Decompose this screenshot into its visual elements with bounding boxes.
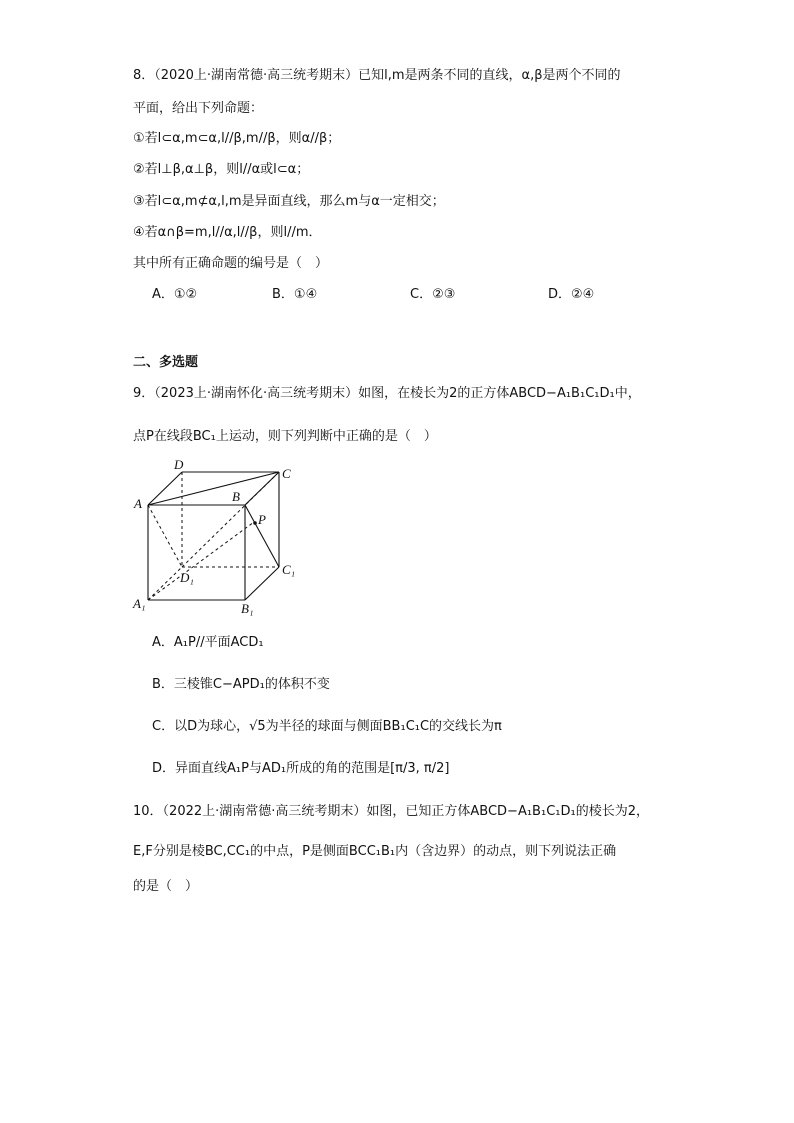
q10-stem-line1: 10．（2022上·湖南常德·高三统考期末）如图，已知正方体ABCD−A₁B₁C₁D₁的棱长为2，	[133, 804, 649, 819]
edge-b1c1	[245, 567, 279, 600]
point-p	[253, 521, 257, 525]
label-a1: A₁	[133, 596, 146, 611]
label-d: D	[174, 458, 184, 472]
q10-stem-line2: E,F分别是棱BC,CC₁的中点，P是侧面BCC₁B₁内（含边界）的动点，则下列说法正确	[133, 844, 617, 859]
q9-option-b[interactable]: B．三棱锥C−APD₁的体积不变	[152, 677, 330, 692]
label-p: P	[258, 512, 266, 527]
q8-proposition-1: ①若l⊂α,m⊂α,l//β,m//β，则α//β；	[133, 131, 341, 146]
q8-proposition-3: ③若l⊂α,m⊄α,l,m是异面直线，那么m与α一定相交；	[133, 194, 445, 209]
q8-question: 其中所有正确命题的编号是（ ）	[133, 256, 329, 271]
q10-stem-line3: 的是（ ）	[133, 879, 199, 894]
q9-stem-line2: 点P在线段BC₁上运动，则下列判断中正确的是（ ）	[133, 429, 437, 444]
edge-a1d1	[148, 567, 182, 600]
q8-option-b[interactable]: B．①④	[272, 287, 318, 302]
q8-proposition-2: ②若l⊥β,α⊥β，则l//α或l⊂α；	[133, 162, 310, 177]
cube-figure	[128, 458, 308, 618]
label-b1: B₁	[241, 601, 254, 616]
q9-stem-line1: 9．（2023上·湖南怀化·高三统考期末）如图，在棱长为2的正方体ABCD−A₁B₁C₁D₁中，	[133, 386, 641, 401]
label-c1: C₁	[282, 562, 296, 577]
label-b: B	[232, 489, 240, 504]
q8-option-a[interactable]: A．①②	[152, 287, 198, 302]
segment-ad1	[148, 505, 182, 567]
q9-option-c[interactable]: C．以D为球心，√5为半径的球面与侧面BB₁C₁C的交线长为π	[152, 719, 502, 734]
label-a: A	[134, 496, 142, 511]
label-c: C	[282, 466, 291, 481]
segment-ac	[148, 472, 279, 505]
q9-option-a[interactable]: A．A₁P//平面ACD₁	[152, 635, 264, 650]
q9-option-d[interactable]: D．异面直线A₁P与AD₁所成的角的范围是[π/3, π/2]	[152, 761, 450, 776]
q8-option-d[interactable]: D．②④	[548, 287, 595, 302]
edge-ad	[148, 472, 182, 505]
q8-proposition-4: ④若α∩β=m,l//α,l//β，则l//m．	[133, 225, 322, 240]
section-heading: 二、多选题	[133, 355, 199, 370]
q8-option-c[interactable]: C．②③	[410, 287, 456, 302]
label-d1: D₁	[180, 570, 194, 585]
q8-stem-line1: 8．（2020上·湖南常德·高三统考期末）已知l,m是两条不同的直线，α,β是两个不同的	[133, 68, 621, 83]
q8-stem-line2: 平面，给出下列命题：	[133, 101, 264, 116]
